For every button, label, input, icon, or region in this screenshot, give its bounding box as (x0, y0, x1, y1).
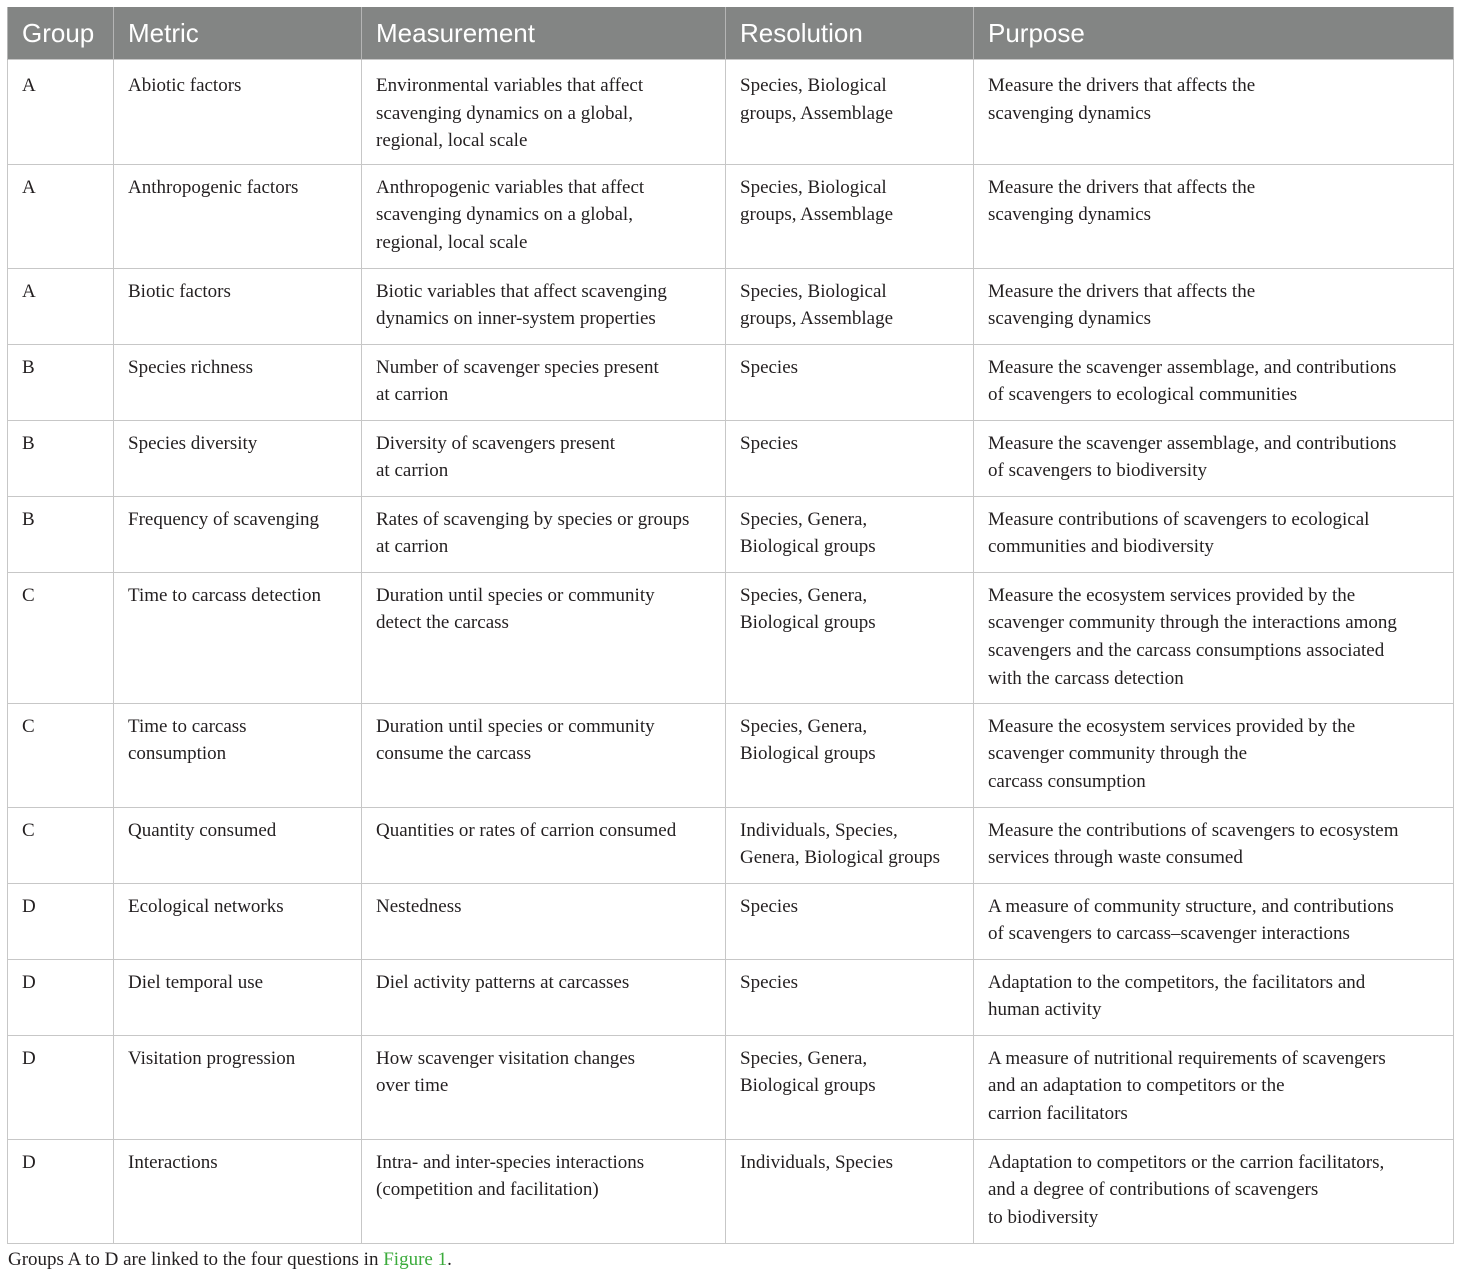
cell-purpose-line: Measure the scavenger assemblage, and contributions (988, 432, 1397, 454)
cell-purpose-line: Measure the ecosystem services provided by the (988, 584, 1356, 606)
cell-group-value: D (22, 895, 36, 917)
table-row (8, 572, 1454, 703)
cell-resolution-line: Species, Biological (740, 75, 887, 96)
cell-purpose-line: scavenger community through the interactions among (988, 612, 1397, 634)
cell-resolution-line: Individuals, Species, (740, 819, 898, 841)
cell-measurement (362, 60, 726, 165)
cell-resolution-line: Species (740, 356, 799, 378)
cell-measurement-line: Environmental variables that affect (376, 75, 644, 96)
cell-group (8, 268, 114, 344)
cell-group (8, 344, 114, 420)
cell-resolution-line: Biological groups (740, 536, 876, 558)
cell-purpose (974, 344, 1454, 420)
table-row (8, 1139, 1454, 1243)
table-row (8, 344, 1454, 420)
cell-group-value: D (22, 1151, 36, 1173)
cell-purpose-line: Adaptation to competitors or the carrion facilitators, (988, 1151, 1385, 1173)
cell-measurement-line: (competition and facilitation) (376, 1179, 599, 1201)
cell-purpose-line: scavenging dynamics (988, 308, 1152, 330)
cell-resolution (726, 807, 974, 883)
cell-metric (114, 1139, 362, 1243)
cell-purpose-line: scavenger community through the (988, 743, 1248, 765)
cell-measurement (362, 496, 726, 572)
cell-purpose (974, 959, 1454, 1035)
cell-group (8, 959, 114, 1035)
cell-metric (114, 420, 362, 496)
cell-measurement-line: Number of scavenger species present (376, 356, 659, 378)
cell-purpose-line: Measure the ecosystem services provided by the (988, 715, 1356, 737)
cell-resolution (726, 496, 974, 572)
cell-measurement (362, 1035, 726, 1139)
cell-measurement (362, 959, 726, 1035)
cell-measurement-line: Rates of scavenging by species or groups (376, 508, 690, 530)
cell-metric (114, 807, 362, 883)
cell-measurement (362, 1139, 726, 1243)
cell-purpose-line: of scavengers to ecological communities (988, 384, 1298, 406)
cell-metric-line: Biotic factors (128, 280, 231, 302)
cell-purpose-line: Measure the drivers that affects the (988, 280, 1256, 302)
cell-purpose (974, 496, 1454, 572)
cell-measurement-line: Duration until species or community (376, 715, 655, 737)
cell-metric (114, 959, 362, 1035)
cell-resolution (726, 572, 974, 703)
cell-resolution-line: Species, Genera, (740, 508, 868, 530)
cell-measurement-line: detect the carcass (376, 612, 509, 634)
cell-purpose-line: carrion facilitators (988, 1102, 1128, 1124)
cell-metric (114, 496, 362, 572)
cell-measurement-line: at carrion (376, 536, 449, 558)
cell-measurement-line: over time (376, 1075, 449, 1097)
cell-resolution-line: groups, Assemblage (740, 308, 894, 330)
cell-metric-line: Visitation progression (128, 1047, 296, 1069)
cell-group (8, 496, 114, 572)
cell-measurement-line: Biotic variables that affect scavenging (376, 280, 667, 302)
cell-purpose-line: services through waste consumed (988, 847, 1243, 869)
cell-resolution-line: Species (740, 895, 799, 917)
cell-measurement-line: dynamics on inner-system properties (376, 308, 656, 330)
cell-metric-line: Ecological networks (128, 895, 284, 917)
cell-group-value: B (22, 508, 35, 530)
cell-metric (114, 164, 362, 268)
cell-purpose-line: Measure contributions of scavengers to ecological (988, 508, 1370, 530)
table-row (8, 164, 1454, 268)
cell-metric-line: Diel temporal use (128, 971, 264, 993)
cell-resolution-line: Species, Genera, (740, 1047, 868, 1069)
cell-group-value: A (22, 280, 36, 302)
cell-measurement (362, 572, 726, 703)
cell-purpose (974, 60, 1454, 165)
table-row (8, 420, 1454, 496)
cell-group-value: D (22, 971, 36, 993)
cell-purpose-line: human activity (988, 999, 1102, 1021)
cell-metric-line: Species richness (128, 356, 254, 378)
cell-metric-line: Frequency of scavenging (128, 508, 319, 530)
cell-purpose-line: of scavengers to biodiversity (988, 460, 1207, 482)
cell-resolution-line: Species (740, 432, 799, 454)
cell-purpose-line: and a degree of contributions of scavengers (988, 1179, 1319, 1201)
cell-purpose (974, 703, 1454, 807)
cell-purpose-line: Measure the contributions of scavengers to ecosystem (988, 819, 1399, 841)
cell-purpose-line: Measure the drivers that affects the (988, 176, 1256, 198)
cell-group (8, 1139, 114, 1243)
cell-resolution-line: Biological groups (740, 612, 876, 634)
cell-metric-line: Time to carcass (128, 715, 247, 737)
cell-group (8, 883, 114, 959)
cell-resolution-line: Biological groups (740, 1075, 876, 1097)
cell-purpose (974, 883, 1454, 959)
cell-purpose (974, 1139, 1454, 1243)
cell-resolution-line: Genera, Biological groups (740, 847, 940, 869)
header-measurement: Measurement (362, 7, 726, 60)
cell-purpose (974, 572, 1454, 703)
cell-measurement-line: scavenging dynamics on a global, (376, 102, 633, 124)
cell-group (8, 420, 114, 496)
cell-resolution-line: groups, Assemblage (740, 102, 894, 124)
cell-resolution (726, 703, 974, 807)
header-group: Group (8, 7, 114, 60)
cell-resolution (726, 420, 974, 496)
cell-measurement (362, 807, 726, 883)
cell-purpose (974, 807, 1454, 883)
cell-purpose-line: with the carcass detection (988, 667, 1184, 689)
table-row (8, 496, 1454, 572)
cell-metric (114, 60, 362, 165)
header-metric: Metric (114, 7, 362, 60)
cell-measurement (362, 883, 726, 959)
cell-group (8, 164, 114, 268)
cell-purpose-line: to biodiversity (988, 1206, 1099, 1228)
cell-purpose-line: of scavengers to carcass–scavenger interactions (988, 923, 1350, 945)
cell-resolution (726, 60, 974, 165)
table-row (8, 883, 1454, 959)
cell-resolution (726, 883, 974, 959)
cell-purpose-line: Measure the scavenger assemblage, and contributions (988, 356, 1397, 378)
cell-group-value: A (22, 176, 36, 198)
cell-measurement-line: Nestedness (376, 895, 462, 917)
header-row (8, 7, 1454, 60)
table-header (8, 7, 1454, 60)
cell-group (8, 572, 114, 703)
cell-group-value: C (22, 715, 35, 737)
table-row (8, 268, 1454, 344)
footnote-period: . (447, 1249, 452, 1270)
cell-purpose-line: communities and biodiversity (988, 536, 1214, 558)
cell-group (8, 60, 114, 165)
cell-measurement-line: at carrion (376, 384, 449, 406)
cell-resolution-line: Species, Genera, (740, 584, 868, 606)
cell-purpose (974, 268, 1454, 344)
cell-resolution (726, 1035, 974, 1139)
table-row (8, 807, 1454, 883)
cell-purpose (974, 420, 1454, 496)
cell-resolution (726, 344, 974, 420)
cell-purpose-line: Adaptation to the competitors, the facilitators and (988, 971, 1366, 993)
cell-resolution-line: Species, Biological (740, 176, 887, 198)
cell-metric (114, 572, 362, 703)
cell-group (8, 807, 114, 883)
cell-metric-line: Species diversity (128, 432, 258, 454)
cell-metric (114, 1035, 362, 1139)
header-resolution: Resolution (726, 7, 974, 60)
cell-metric-line: Quantity consumed (128, 819, 277, 841)
cell-measurement-line: Quantities or rates of carrion consumed (376, 819, 677, 841)
cell-group-value: B (22, 432, 35, 454)
cell-resolution (726, 164, 974, 268)
cell-group (8, 1035, 114, 1139)
cell-measurement-line: at carrion (376, 460, 449, 482)
figure-1-link[interactable]: Figure 1 (383, 1249, 448, 1270)
table-body (8, 60, 1454, 1244)
cell-purpose-line: Measure the drivers that affects the (988, 75, 1256, 96)
cell-resolution-line: groups, Assemblage (740, 204, 894, 226)
cell-group-value: A (22, 75, 36, 96)
cell-purpose (974, 1035, 1454, 1139)
cell-measurement-line: Diversity of scavengers present (376, 432, 616, 454)
cell-resolution-line: Species (740, 971, 799, 993)
cell-measurement-line: Anthropogenic variables that affect (376, 176, 645, 198)
cell-measurement-line: regional, local scale (376, 130, 528, 152)
cell-resolution-line: Species, Genera, (740, 715, 868, 737)
metrics-table (7, 7, 1454, 1244)
cell-group-value: C (22, 819, 35, 841)
cell-measurement-line: How scavenger visitation changes (376, 1047, 636, 1069)
cell-metric-line: Anthropogenic factors (128, 176, 299, 198)
cell-metric (114, 344, 362, 420)
cell-measurement-line: Intra- and inter-species interactions (376, 1151, 645, 1173)
cell-resolution (726, 1139, 974, 1243)
cell-metric-line: Time to carcass detection (128, 584, 321, 606)
table-footnote (8, 1246, 452, 1273)
cell-measurement (362, 344, 726, 420)
cell-group-value: D (22, 1047, 36, 1069)
table-row (8, 1035, 1454, 1139)
table-row (8, 959, 1454, 1035)
cell-measurement-line: scavenging dynamics on a global, (376, 204, 633, 226)
cell-purpose-line: scavenging dynamics (988, 102, 1152, 124)
cell-purpose-line: A measure of community structure, and contributions (988, 895, 1394, 917)
cell-measurement (362, 268, 726, 344)
table-row (8, 703, 1454, 807)
cell-purpose-line: carcass consumption (988, 770, 1146, 792)
cell-purpose-line: A measure of nutritional requirements of scavengers (988, 1047, 1386, 1069)
cell-resolution (726, 268, 974, 344)
table-row (8, 60, 1454, 165)
cell-measurement (362, 164, 726, 268)
cell-purpose-line: and an adaptation to competitors or the (988, 1075, 1285, 1097)
footnote-text: Groups A to D are linked to the four questions in (8, 1249, 384, 1270)
cell-purpose-line: scavenging dynamics (988, 204, 1152, 226)
header-purpose: Purpose (974, 7, 1454, 60)
cell-resolution (726, 959, 974, 1035)
metrics-table-container (7, 7, 1453, 1244)
cell-resolution-line: Biological groups (740, 743, 876, 765)
cell-metric-line: consumption (128, 743, 227, 765)
cell-resolution-line: Species, Biological (740, 280, 887, 302)
cell-measurement-line: Diel activity patterns at carcasses (376, 971, 630, 993)
cell-purpose (974, 164, 1454, 268)
cell-metric-line: Interactions (128, 1151, 218, 1173)
cell-purpose-line: scavengers and the carcass consumptions associated (988, 639, 1385, 661)
cell-measurement-line: Duration until species or community (376, 584, 655, 606)
cell-group (8, 703, 114, 807)
cell-metric (114, 703, 362, 807)
cell-metric (114, 883, 362, 959)
cell-metric (114, 268, 362, 344)
cell-group-value: C (22, 584, 35, 606)
cell-measurement (362, 420, 726, 496)
cell-metric-line: Abiotic factors (128, 75, 242, 96)
cell-group-value: B (22, 356, 35, 378)
cell-measurement-line: consume the carcass (376, 743, 532, 765)
cell-measurement-line: regional, local scale (376, 231, 528, 253)
cell-measurement (362, 703, 726, 807)
cell-resolution-line: Individuals, Species (740, 1151, 894, 1173)
